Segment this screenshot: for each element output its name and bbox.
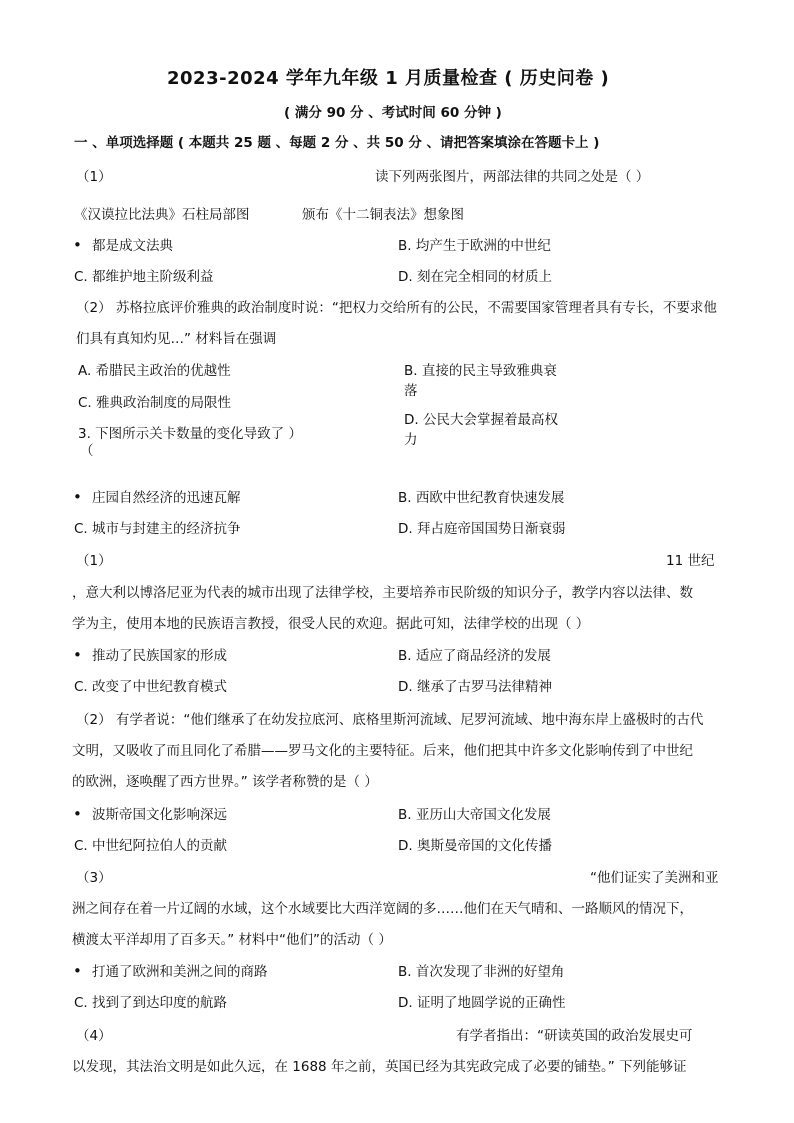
- question-stem-cont: （: [80, 443, 94, 459]
- option-a: A. 希腊民主政治的优越性: [78, 363, 231, 379]
- question-stem-cont: 横渡太平洋却用了百多天。” 材料中“他们”的活动（ ）: [72, 932, 392, 948]
- question-stem-start: 有学者指出：“研读英国的政治发展史可: [456, 1028, 693, 1044]
- question-number: （1）: [76, 553, 112, 569]
- question-stem: 3. 下图所示关卡数量的变化导致了 ）: [78, 426, 302, 442]
- option-a: 庄园自然经济的迅速瓦解: [92, 490, 241, 506]
- question-number: （3）: [76, 870, 112, 886]
- question-stem: 洲之间存在着一片辽阔的水域，这个水域要比大西洋宽阔的多……他们在天气晴和、一路顺风的情况下，: [72, 901, 693, 917]
- image-caption-left: 《汉谟拉比法典》石柱局部图: [74, 207, 250, 223]
- question-number: （1）: [76, 169, 112, 185]
- option-d: D. 拜占庭帝国国势日渐衰弱: [398, 521, 566, 537]
- question-stem-cont: 学为主，使用本地的民族语言教授，很受人民的欢迎。据此可知，法律学校的出现（ ）: [72, 616, 590, 632]
- option-a: 波斯帝国文化影响深远: [92, 807, 227, 823]
- option-b: B. 适应了商品经济的发展: [398, 648, 551, 664]
- option-c: C. 都维护地主阶级利益: [74, 269, 214, 285]
- question-stem-cont: 的欧洲，逐唤醒了西方世界。” 该学者称赞的是（ ）: [72, 774, 378, 790]
- option-b-cont: 落: [404, 383, 418, 399]
- question-stem: （2） 有学者说：“他们继承了在幼发拉底河、底格里斯河流域、尼罗河流域、地中海东岸上盛极时的古代: [76, 712, 704, 728]
- section-heading: 一 、单项选择题 ( 本题共 25 题 、每题 2 分 、共 50 分 、请把答案填涂在答题卡上 ): [74, 135, 600, 151]
- bullet-marker: •: [73, 646, 82, 664]
- option-b: B. 直接的民主导致雅典衰: [404, 363, 557, 379]
- option-d: D. 奥斯曼帝国的文化传播: [398, 838, 552, 854]
- option-d: D. 继承了古罗马法律精神: [398, 679, 552, 695]
- option-b: B. 首次发现了非洲的好望角: [398, 964, 565, 980]
- bullet-marker: •: [73, 236, 82, 254]
- option-c: C. 城市与封建主的经济抗争: [74, 521, 241, 537]
- option-d: D. 刻在完全相同的材质上: [398, 269, 552, 285]
- option-b: B. 西欧中世纪教育快速发展: [398, 490, 565, 506]
- question-stem-start: “他们证实了美洲和亚: [590, 870, 719, 886]
- question-stem: 读下列两张图片，两部法律的共同之处是（ ）: [375, 169, 650, 185]
- option-d: D. 证明了地圆学说的正确性: [398, 995, 566, 1011]
- question-stem: （2） 苏格拉底评价雅典的政治制度时说：“把权力交给所有的公民，不需要国家管理者具有专长，不要求他: [76, 300, 717, 316]
- option-b: B. 均产生于欧洲的中世纪: [398, 238, 551, 254]
- bullet-marker: •: [73, 488, 82, 506]
- option-b: B. 亚历山大帝国文化发展: [398, 807, 551, 823]
- option-c: C. 找到了到达印度的航路: [74, 995, 228, 1011]
- option-a: 打通了欧洲和美洲之间的商路: [92, 964, 268, 980]
- image-caption-right: 颁布《十二铜表法》想象图: [302, 207, 464, 223]
- question-stem-start: 11 世纪: [666, 553, 715, 569]
- question-stem-cont: 们具有真知灼见…” 材料旨在强调: [76, 331, 277, 347]
- bullet-marker: •: [73, 805, 82, 823]
- question-number: （4）: [76, 1028, 112, 1044]
- option-c: C. 改变了中世纪教育模式: [74, 679, 228, 695]
- option-c: C. 雅典政治制度的局限性: [78, 395, 232, 411]
- option-d-cont: 力: [404, 432, 418, 448]
- page-subtitle: ( 满分 90 分 、考试时间 60 分钟 ): [284, 105, 502, 121]
- question-stem: 以发现，其法治文明是如此久远，在 1688 年之前，英国已经为其宪政完成了必要的铺垫。” 下列能够证: [72, 1059, 687, 1075]
- question-stem-cont: 文明，又吸收了而且同化了希腊——罗马文化的主要特征。后来，他们把其中许多文化影响传到了中世纪: [72, 743, 693, 759]
- option-a: 都是成文法典: [92, 238, 173, 254]
- option-a: 推动了民族国家的形成: [92, 648, 227, 664]
- page-title: 2023-2024 学年九年级 1 月质量检查 ( 历史问卷 ): [167, 68, 610, 89]
- option-d: D. 公民大会掌握着最高权: [404, 412, 558, 428]
- bullet-marker: •: [73, 962, 82, 980]
- question-stem: ，意大利以博洛尼亚为代表的城市出现了法律学校，主要培养市民阶级的知识分子，教学内容以法律、数: [72, 585, 693, 601]
- option-c: C. 中世纪阿拉伯人的贡献: [74, 838, 228, 854]
